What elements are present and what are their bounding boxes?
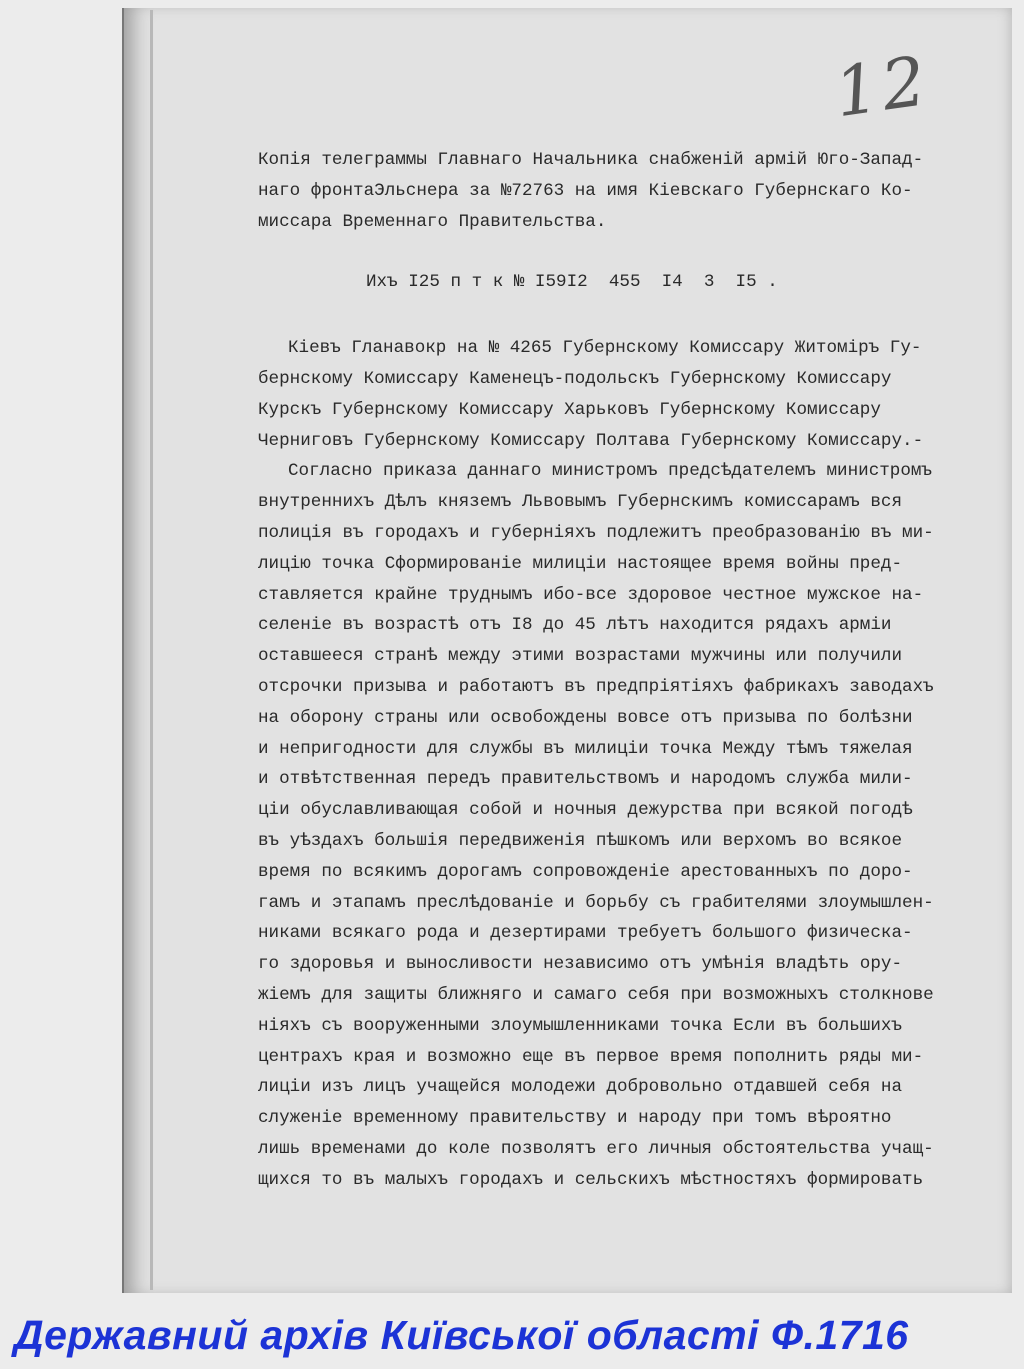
heading-line: Копія телеграммы Главнаго Начальника снабженій армій Юго-Запад- — [258, 150, 924, 170]
heading-line: миссара Временнаго Правительства. — [258, 211, 607, 232]
address-block — [258, 333, 948, 456]
body-line: го здоровья и выносливости независимо отъ умѣнія владѣть ору- — [258, 954, 903, 975]
page-fold — [150, 10, 153, 1290]
typed-text — [258, 145, 948, 1196]
archive-caption: Державний архів Київської області Ф.1716 — [14, 1312, 909, 1358]
body-line: на оборону страны или освобождены вовсе отъ призыва по болѣзни — [258, 707, 913, 728]
body-line: центрахъ края и возможно еще въ первое время пополнить ряды ми- — [258, 1046, 924, 1067]
body-line: полиція въ городахъ и губерніяхъ подлежитъ преобразованію въ ми- — [258, 522, 934, 543]
body-line: Согласно приказа даннаго министромъ предсѣдателемъ министромъ — [288, 461, 933, 482]
body-line: ніяхъ съ вооруженными злоумышленниками точка Если въ большихъ — [258, 1015, 903, 1036]
body-line: внутреннихъ Дѣлъ княземъ Львовымъ Губернскимъ комиссарамъ вся — [258, 492, 903, 513]
body-line: ціи обуславливающая собой и ночныя дежурства при всякой погодѣ — [258, 800, 913, 821]
address-line: Кіевъ Гланавокр на № 4265 Губернскому Комиссару Житоміръ Гу- — [288, 338, 922, 359]
address-line: бернскому Комиссару Каменецъ-подольскъ Губернскому Комиссару — [258, 368, 892, 389]
body-line: жіемъ для защиты ближняго и самаго себя при возможныхъ столкнове — [258, 984, 934, 1005]
body-line: лиціи изъ лицъ учащейся молодежи добровольно отдавшей себя на — [258, 1077, 903, 1098]
address-line: Черниговъ Губернскому Комиссару Полтава Губернскому Комиссару.- — [258, 430, 924, 451]
address-line: Курскъ Губернскому Комиссару Харьковъ Губернскому Комиссару — [258, 399, 881, 420]
body-line: лицію точка Сформированіе милиціи настоящее время войны пред- — [258, 553, 903, 574]
body-line: никами всякаго рода и дезертирами требуетъ большого физическа- — [258, 923, 913, 944]
body-line: время по всякимъ дорогамъ сопровожденіе арестованныхъ по доро- — [258, 861, 913, 882]
telegram-reference: Ихъ I25 п т к № I59I2 455 I4 3 I5 . — [366, 272, 778, 293]
body-line: въ уѣздахъ большія передвиженія пѣшкомъ или верхомъ во всякое — [258, 830, 903, 851]
body-line: и непригодности для службы въ милиціи точка Между тѣмъ тяжелая — [258, 738, 913, 759]
body-line: отсрочки призыва и работаютъ въ предпріятіяхъ фабрикахъ заводахъ — [258, 676, 934, 697]
body-line: гамъ и этапамъ преслѣдованіе и борьбу съ грабителями злоумышлен- — [258, 892, 934, 913]
document-heading — [258, 145, 948, 237]
heading-line: наго фронтаЭльснера за №72763 на имя Кіевскаго Губернскаго Ко- — [258, 180, 913, 201]
handwritten-folio-number: 12 — [829, 41, 935, 134]
body-line: ставляется крайне труднымъ ибо-все здоровое честное мужское на- — [258, 584, 924, 605]
body-line: щихся то въ малыхъ городахъ и сельскихъ мѣстностяхъ формировать — [258, 1169, 924, 1190]
body-line: служеніе временному правительству и народу при томъ вѣроятно — [258, 1108, 892, 1129]
body-line: лишь временами до коле позволятъ его личныя обстоятельства учащ- — [258, 1138, 934, 1159]
body-line: оставшееся странѣ между этими возрастами мужчины или получили — [258, 646, 903, 667]
body-line: и отвѣтственная передъ правительствомъ и народомъ служба мили- — [258, 769, 913, 790]
body-line: селеніе въ возрастѣ отъ I8 до 45 лѣтъ находится рядахъ арміи — [258, 615, 892, 636]
body-text — [258, 456, 948, 1195]
